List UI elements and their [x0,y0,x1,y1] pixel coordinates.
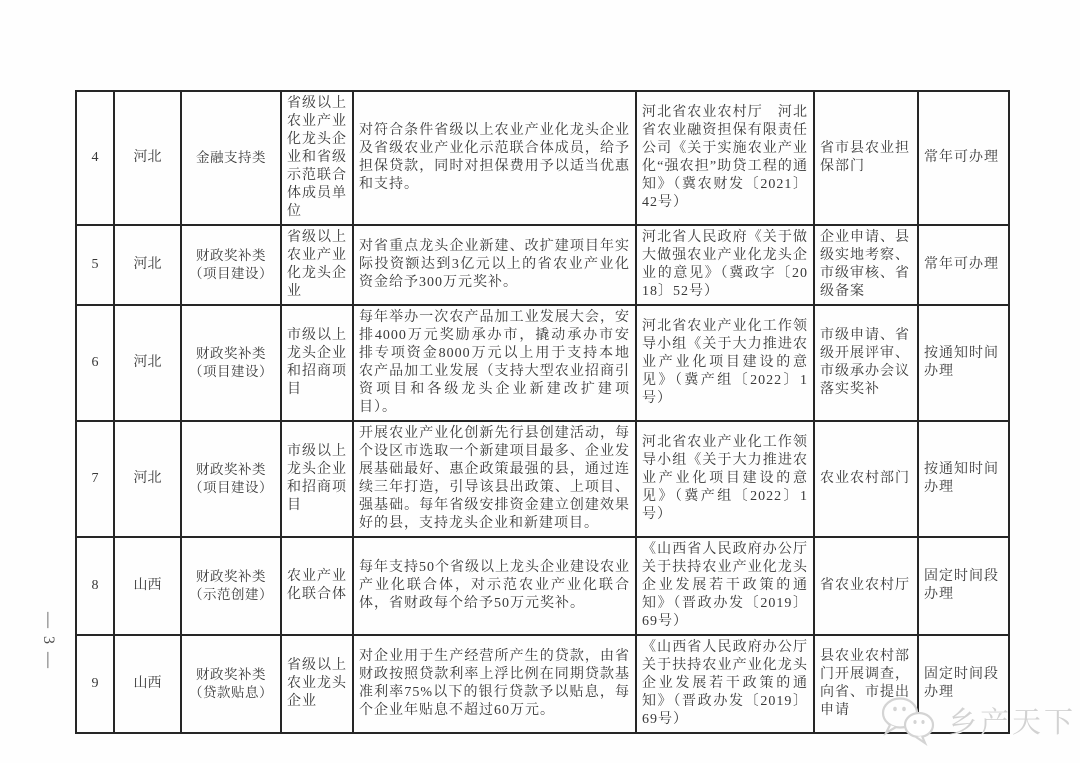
cell-category: 金融支持类 [181,91,281,225]
cell-province: 河北 [114,225,181,305]
table-row [76,635,1009,733]
table-row [76,91,1009,225]
cell-policy-basis: 河北省农业产业化工作领导小组《关于大力推进农业产业化项目建设的意见》（冀产组〔2022〕1号） [636,305,814,421]
cell-handling-time: 常年可办理 [918,225,1009,305]
cell-policy-content: 对企业用于生产经营所产生的贷款，由省财政按照贷款利率上浮比例在同期贷款基准利率75%以下的银行贷款予以贴息，每个企业年贴息不超过60万元。 [353,635,636,733]
page-number: — 3 — [40,612,57,670]
cell-policy-basis: 《山西省人民政府办公厅关于扶持农业产业化龙头企业发展若干政策的通知》（晋政办发〔2019〕69号） [636,635,814,733]
policy-table [75,90,1010,734]
cell-row-number: 8 [76,537,114,635]
cell-handling-time: 固定时间段办理 [918,537,1009,635]
cell-support-target: 省级以上农业产业化龙头企业和省级示范联合体成员单位 [281,91,353,225]
cell-support-target: 农业产业化联合体 [281,537,353,635]
cell-province: 河北 [114,305,181,421]
watermark-brand-text: 乡产天下 [948,706,1077,739]
cell-category: 财政奖补类（示范创建） [181,537,281,635]
cell-support-target: 省级以上农业产业化龙头企业 [281,225,353,305]
cell-row-number: 5 [76,225,114,305]
table-row [76,537,1009,635]
cell-handling-department: 农业农村部门 [814,421,918,537]
cell-category: 财政奖补类（项目建设） [181,225,281,305]
cell-handling-department: 县农业农村部门开展调查，向省、市提出申请 [814,635,918,733]
cell-category: 财政奖补类（项目建设） [181,421,281,537]
cell-province: 山西 [114,635,181,733]
cell-row-number: 6 [76,305,114,421]
cell-category: 财政奖补类（贷款贴息） [181,635,281,733]
table-row [76,225,1009,305]
cell-policy-content: 开展农业产业化创新先行县创建活动，每个设区市选取一个新建项目最多、企业发展基础最好、惠企政策最强的县，通过连续三年打造，引导该县出政策、上项目、强基础。每年省级安排资金建立创建效果好的县，支持龙头企业和新建项目。 [353,421,636,537]
cell-policy-basis: 河北省人民政府《关于做大做强农业产业化龙头企业的意见》（冀政字〔2018〕52号） [636,225,814,305]
cell-province: 河北 [114,91,181,225]
cell-support-target: 市级以上龙头企业和招商项目 [281,305,353,421]
cell-policy-content: 对省重点龙头企业新建、改扩建项目年实际投资额达到3亿元以上的省农业产业化资金给予300万元奖补。 [353,225,636,305]
cell-handling-time: 按通知时间办理 [918,305,1009,421]
table-row [76,421,1009,537]
watermark [878,690,1077,750]
cell-policy-content: 每年举办一次农产品加工业发展大会，安排4000万元奖励承办市，撬动承办市安排专项资金8000万元以上用于支持本地农产品加工业发展（支持大型农业招商引资项目和各级龙头企业新建改扩建项目）。 [353,305,636,421]
policy-table-body [76,91,1009,733]
cell-row-number: 9 [76,635,114,733]
cell-policy-basis: 河北省农业农村厅 河北省农业融资担保有限责任公司《关于实施农业产业化“强农担”助贷工程的通知》（冀农财发〔2021〕42号） [636,91,814,225]
cell-policy-content: 每年支持50个省级以上龙头企业建设农业产业化联合体，对示范农业产业化联合体，省财政每个给予50万元奖补。 [353,537,636,635]
cell-handling-time: 固定时间段办理 [918,635,1009,733]
cell-handling-time: 常年可办理 [918,91,1009,225]
cell-policy-content: 对符合条件省级以上农业产业化龙头企业及省级农业产业化示范联合体成员，给予担保贷款，同时对担保费用予以适当优惠和支持。 [353,91,636,225]
cell-province: 山西 [114,537,181,635]
cell-support-target: 市级以上龙头企业和招商项目 [281,421,353,537]
cell-province: 河北 [114,421,181,537]
chat-bubbles-icon [878,694,940,746]
cell-support-target: 省级以上农业龙头企业 [281,635,353,733]
cell-handling-department: 省农业农村厅 [814,537,918,635]
policy-table-container [75,90,1010,734]
cell-handling-time: 按通知时间办理 [918,421,1009,537]
cell-row-number: 7 [76,421,114,537]
cell-policy-basis: 河北省农业产业化工作领导小组《关于大力推进农业产业化项目建设的意见》（冀产组〔2022〕1号） [636,421,814,537]
cell-category: 财政奖补类（项目建设） [181,305,281,421]
cell-policy-basis: 《山西省人民政府办公厅关于扶持农业产业化龙头企业发展若干政策的通知》（晋政办发〔2019〕69号） [636,537,814,635]
table-row [76,305,1009,421]
cell-handling-department: 企业申请、县级实地考察、市级审核、省级备案 [814,225,918,305]
cell-handling-department: 市级申请、省级开展评审、市级承办会议落实奖补 [814,305,918,421]
cell-row-number: 4 [76,91,114,225]
cell-handling-department: 省市县农业担保部门 [814,91,918,225]
